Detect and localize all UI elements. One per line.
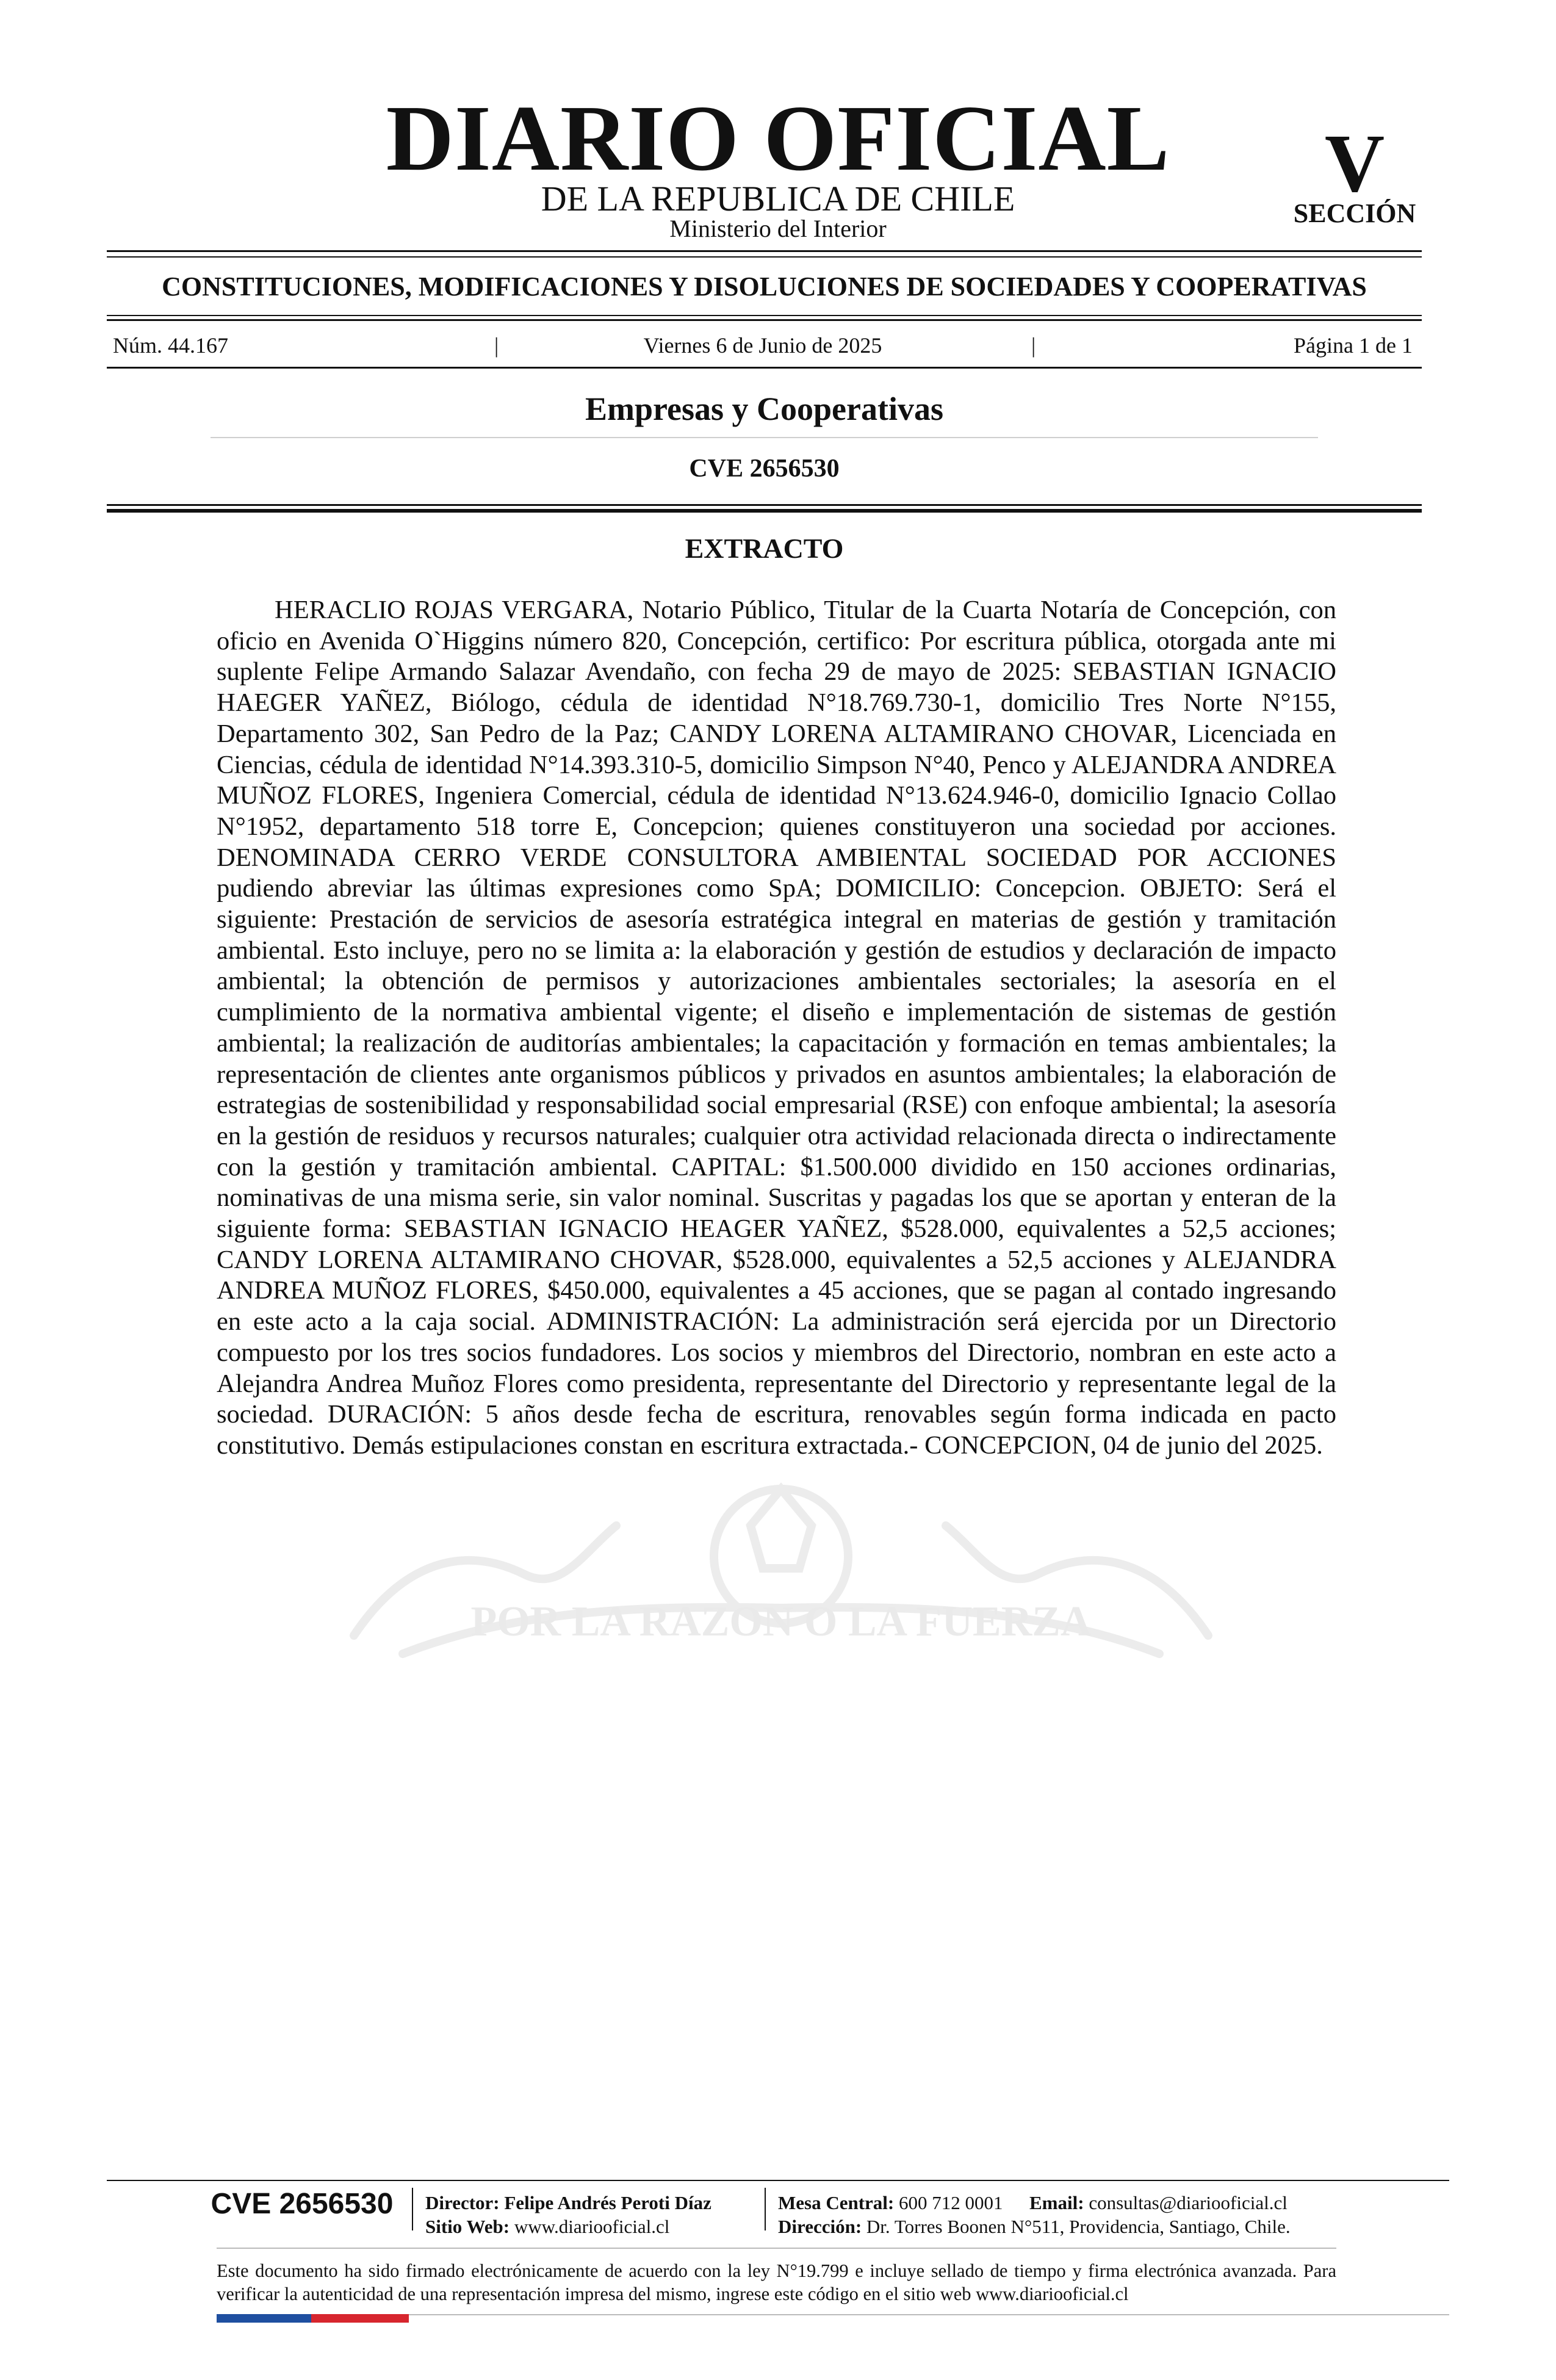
coat-of-arms-watermark xyxy=(330,1452,1233,1672)
header-rule xyxy=(107,250,1422,252)
issue-date: Viernes 6 de Junio de 2025 xyxy=(643,333,882,358)
phone-number: 600 712 0001 xyxy=(899,2192,1003,2213)
masthead-title: DIARIO OFICIAL xyxy=(386,87,1170,190)
masthead-ministry: Ministerio del Interior xyxy=(669,215,887,242)
flag-stripe-blue xyxy=(217,2314,311,2323)
address-label: Dirección: xyxy=(778,2216,862,2237)
extract-body: HERACLIO ROJAS VERGARA, Notario Público, Titular de la Cuarta Notaría de Concepción, con oficio en Avenida O`Higgins número 820, Concepción, certifico: Por escritura pública, otorgada ante mi suplente Felipe Armando Salazar Avendaño, con fecha 29 de mayo de 2025: SEBASTIAN IGNACIO HAEGER YAÑEZ, Biólogo, cédula de identidad N°18.769.730-1, domicilio Tres Norte N°155, Departamento 302, San Pedro de la Paz; CANDY LORENA ALTAMIRANO CHOVAR, Licenciada en Ciencias, cédula de identidad N°14.393.310-5, domicilio Simpson N°40, Penco y ALEJANDRA ANDREA MUÑOZ FLORES, Ingeniera Comercial, cédula de identidad N°13.624.946-0, domicilio Ignacio Collao N°1952, departamento 518 torre E, Concepcion; quienes constituyeron una sociedad por acciones. DENOMINADA CERRO VERDE CONSULTORA AMBIENTAL SOCIEDAD POR ACCIONES pudiendo abreviar las últimas expresiones como SpA; DOMICILIO: Concepcion. OBJETO: Será el siguiente: Prestación de servicios de asesoría estratégica integral en materias de gestión y tramitación ambiental. Esto incluye, pero no se limita a: la elaboración y gestión de estudios y declaración de impacto ambiental; la obtención de permisos y autorizaciones ambientales sectoriales; la asesoría en el cumplimiento de la normativa ambiental vigente; el diseño e implementación de sistemas de gestión ambiental; la realización de auditorías ambientales; la capacitación y formación en temas ambientales; la representación de clientes ante organismos públicos y privados en asuntos ambientales; la elaboración de estrategias de sostenibilidad y responsabilidad social empresarial (RSE) con enfoque ambiental; la asesoría en la gestión de residuos y recursos naturales; cualquier otra actividad relacionada directa o indirectamente con la gestión y tramitación ambiental. CAPITAL: $1.500.000 dividido en 150 acciones ordinarias, nominativas de una misma serie, sin valor nominal. Suscritas y pagadas los que se aportan y enteran de la siguiente forma: SEBASTIAN IGNACIO HEAGER YAÑEZ, $528.000, equivalentes a 52,5 acciones; CANDY LORENA ALTAMIRANO CHOVAR, $528.000, equivalentes a 52,5 acciones y ALEJANDRA ANDREA MUÑOZ FLORES, $450.000, equivalentes a 45 acciones, que se pagan al contado ingresando en este acto a la caja social. ADMINISTRACIÓN: La administración será ejercida por un Directorio compuesto por los tres socios fundadores. Los socios y miembros del Directorio, nombran en este acto a Alejandra Andrea Muñoz Flores como presidenta, representante del Directorio y representante legal de la sociedad. DURACIÓN: 5 años desde fecha de escritura, renovables según forma indicada en pacto constitutivo. Demás estipulaciones constan en escritura extractada.- CONCEPCION, 04 de junio del 2025. xyxy=(217,596,1336,1460)
footer-cve-code: CVE 2656530 xyxy=(211,2188,394,2220)
category-banner: CONSTITUCIONES, MODIFICACIONES Y DISOLUCIONES DE SOCIEDADES Y COOPERATIVAS xyxy=(162,272,1367,301)
website-link[interactable]: www.diariooficial.cl xyxy=(514,2216,670,2237)
footer-director xyxy=(425,2193,711,2212)
section-divider xyxy=(211,437,1318,438)
issue-separator: | xyxy=(1031,333,1036,358)
footer-legal-notice: Este documento ha sido firmado electrónicamente de acuerdo con la ley N°19.799 e incluye sellado de tiempo y firma electrónica avanzada. Para verificar la autenticidad de una representación impresa del mismo, ingrese este código en el sitio web www.diariooficial.cl xyxy=(217,2260,1336,2304)
director-name: Felipe Andrés Peroti Díaz xyxy=(504,2192,711,2213)
header-rule xyxy=(107,256,1422,258)
section-title: Empresas y Cooperativas xyxy=(585,391,943,427)
info-rule xyxy=(107,367,1422,369)
address-text: Dr. Torres Boonen N°511, Providencia, Santiago, Chile. xyxy=(866,2216,1291,2237)
section-rule xyxy=(107,509,1422,513)
director-label: Director: xyxy=(425,2192,500,2213)
footer-bottom-rule xyxy=(409,2314,1449,2315)
cve-code: CVE 2656530 xyxy=(689,455,840,483)
website-label: Sitio Web: xyxy=(425,2216,510,2237)
watermark-motto: POR LA RAZON O LA FUERZA xyxy=(470,1598,1092,1645)
banner-rule xyxy=(107,319,1422,321)
banner-rule xyxy=(107,315,1422,316)
section-numeral: V xyxy=(1324,118,1385,209)
section-label: SECCIÓN xyxy=(1293,198,1416,228)
flag-stripe-red xyxy=(311,2314,409,2323)
issue-number: Núm. 44.167 xyxy=(113,333,228,358)
footer-divider xyxy=(412,2188,413,2230)
footer-inner-rule xyxy=(217,2248,1336,2249)
footer-divider xyxy=(765,2188,766,2230)
masthead-subtitle: DE LA REPUBLICA DE CHILE xyxy=(541,179,1015,218)
section-rule xyxy=(107,504,1422,506)
phone-label: Mesa Central: xyxy=(778,2192,895,2213)
email-label: Email: xyxy=(1029,2192,1084,2213)
footer-address xyxy=(778,2217,1291,2236)
footer-website xyxy=(425,2217,669,2236)
page-indicator: Página 1 de 1 xyxy=(1294,333,1413,358)
footer-contact xyxy=(778,2193,1288,2212)
issue-separator: | xyxy=(494,333,499,358)
document-heading: EXTRACTO xyxy=(685,533,844,564)
email-link[interactable]: consultas@diariooficial.cl xyxy=(1089,2192,1288,2213)
footer-rule xyxy=(107,2180,1449,2181)
